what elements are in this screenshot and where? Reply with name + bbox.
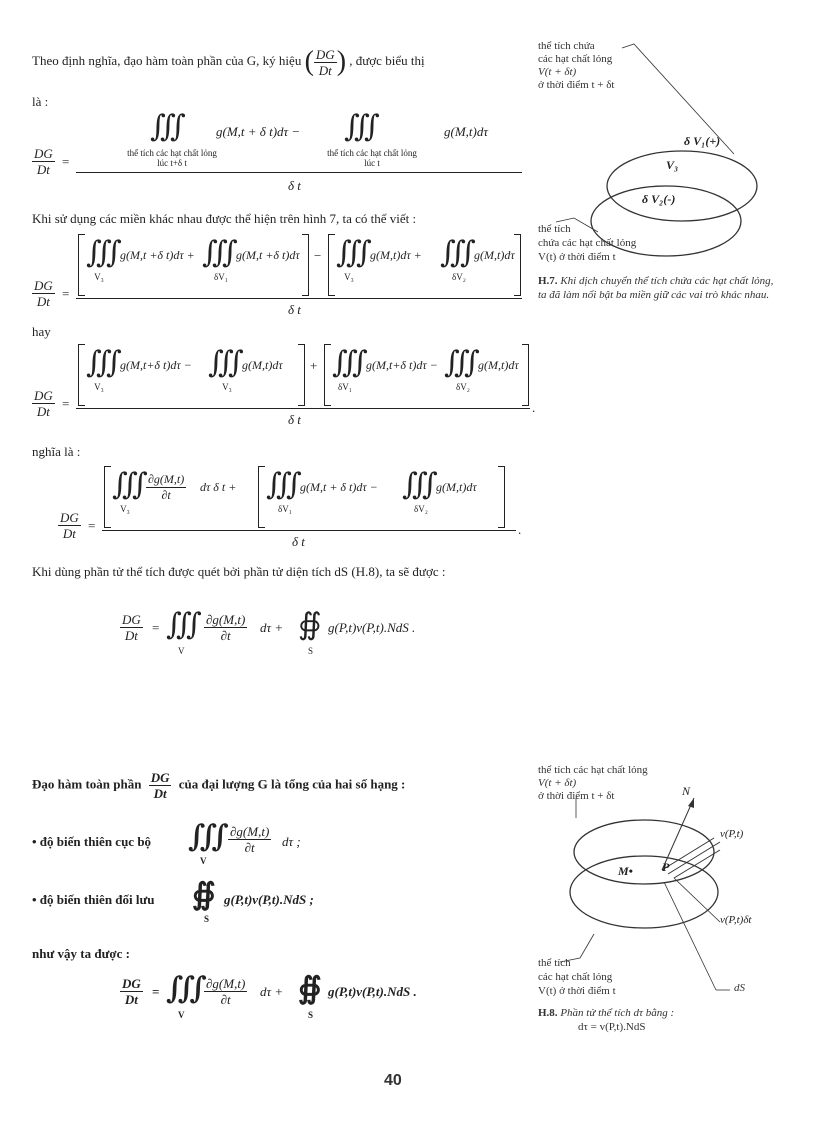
figure-7-caption: H.7. Khi dịch chuyển thể tích chứa các hạt chất lỏng, ta đã làm nổi bật ba miền giữ các vai trò khác nhau. <box>538 275 774 301</box>
equation-1: $\frac{DG}{Dt}$ = ∭ g(M,t + δ t)dτ − thể tích các hạt chất lỏng lúc t+δ t ∭ g(M,t)dτ thể tích các hạt chất lỏng lúc t δ t <box>32 112 522 202</box>
equation-final: $\frac{DG}{Dt}$ = ∭ V $\frac{\partial g(M,t)}{\partial t}$ dτ + ∯ S g(P,t)v(P,t).NdS . <box>122 972 417 1020</box>
normal-vector-label: N <box>682 784 691 798</box>
equation-2: $\frac{DG}{Dt}$ = ∭ g(M,t +δ t)dτ + V₃ ∭ g(M,t +δ t)dτ δV₁ − ∭ g(M,t)dτ + V₃ ∭ g(M,t)dτ δV₂ δ t <box>32 228 522 318</box>
intro-text: Theo định nghĩa, đạo hàm toàn phần của G, ký hiệu <box>32 52 302 68</box>
text-regions: Khi sử dụng các miền khác nhau được thể hiện trên hình 7, ta có thể viết : <box>32 211 417 226</box>
velocity-label: v(P,t) <box>720 828 744 840</box>
text-sweep: Khi dùng phần tử thể tích được quét bởi phần tử diện tích dS (H.8), ta sẽ được : <box>32 564 446 579</box>
figure-8: thể tích các hạt chất lỏng V(t + δt) ở thời điểm t + δt N v(P,t) M• P v(P,t)δt thể tích các hạt chất lỏng V(t) ở thời điểm t dS H.8. Phần tử thể tích dτ bằng : dτ = v(P,t).NdS <box>534 762 804 1052</box>
displacement-label: v(P,t)δt <box>720 914 752 926</box>
equation-5: $\frac{DG}{Dt}$ = ∭ V $\frac{\partial g(M,t)}{\partial t}$ dτ + ∯ S g(P,t)v(P,t).NdS . <box>122 608 416 656</box>
summary-heading: Đạo hàm toàn phần $\frac{DG}{Dt}$ của đại lượng G là tổng của hai số hạng : <box>32 770 406 801</box>
page-number: 40 <box>384 1072 402 1089</box>
equation-3: $\frac{DG}{Dt}$ = ∭ g(M,t+δ t)dτ − V₃ ∭ g(M,t)dτ V₃ + ∭ g(M,t+δ t)dτ − δV₁ ∭ g(M,t)dτ δV₂ . δ t <box>34 346 536 427</box>
text-thus: như vậy ta được : <box>32 946 130 961</box>
bullet-convective: • độ biến thiên đối lưu ∯ S g(P,t)v(P,t).NdS ; <box>32 878 314 924</box>
bullet-local: • độ biến thiên cục bộ ∭ V $\frac{\partial g(M,t)}{\partial t}$ dτ ; <box>32 820 301 866</box>
ds-label: dS <box>734 982 745 994</box>
intro-la: là : <box>32 94 49 109</box>
point-m: M• <box>618 864 633 878</box>
region-delta-v2: δ V₂(-) <box>642 192 676 206</box>
region-v3: V₃ <box>666 158 679 172</box>
text-nghia-la: nghĩa là : <box>32 444 81 459</box>
text-hay: hay <box>32 324 51 339</box>
figure-7: thể tích chứa các hạt chất lỏng V(t + δt) ở thời điểm t + δt δ V₁(+) V₃ δ V₂(-) thể tích chứa các hạt chất lỏng V(t) ở thời điểm t H.7. Khi dịch chuyển thể tích chứa các hạt chất lỏng, ta đã làm nổi bật ba miền giữ các vai trò khác nhau. <box>534 36 804 356</box>
intro-paragraph: Theo định nghĩa, đạo hàm toàn phần của G, ký hiệu ( $\frac{DG}{Dt}$ ) , được biểu thị <box>32 46 425 78</box>
region-delta-v1: δ V₁(+) <box>684 134 721 148</box>
dg-dt-fraction: $\frac{DG}{Dt}$ <box>315 46 335 78</box>
point-p: P <box>662 860 670 874</box>
equation-4: $\frac{DG}{Dt}$ = ∭ $\frac{\partial g(M,t)}{\partial t}$ V₃ dτ δ t + ∭ g(M,t + δ t)dτ − δV₁ ∭ g(M,t)dτ δV₂ . δ t <box>60 468 522 549</box>
figure-8-caption: H.8. Phần tử thể tích dτ bằng : dτ = v(P,t).NdS <box>538 1007 675 1033</box>
